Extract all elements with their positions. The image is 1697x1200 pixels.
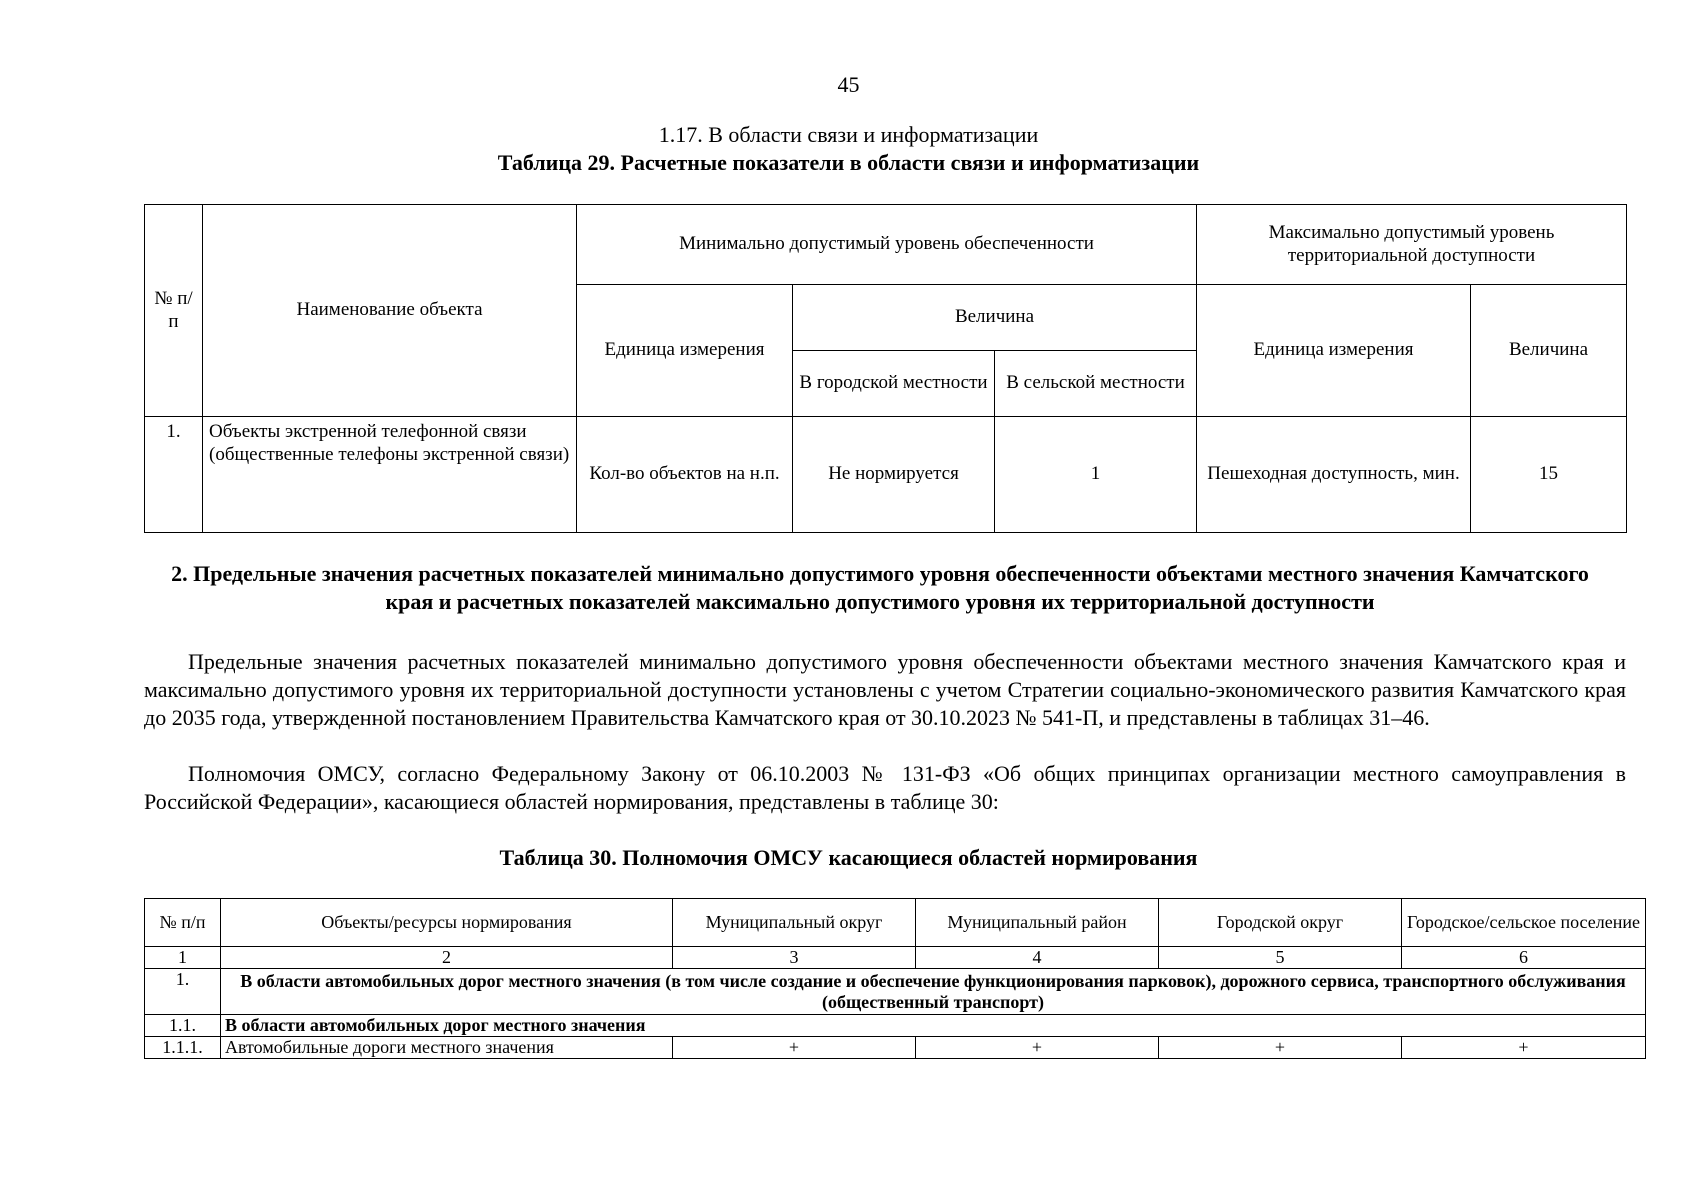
header-rural: В сельской местности	[995, 351, 1197, 417]
section-title: 1.17. В области связи и информатизации	[658, 122, 1039, 147]
header-num: № п/п	[145, 205, 203, 417]
col-number: 2	[221, 947, 673, 969]
plus-mark: +	[1402, 1037, 1646, 1059]
header-name: Наименование объекта	[203, 205, 577, 417]
table29-caption: Таблица 29. Расчетные показатели в области связи и информатизации	[497, 150, 1200, 175]
col-number: 5	[1159, 947, 1402, 969]
header-value: Величина	[793, 285, 1197, 351]
column-numbers-row	[145, 947, 1646, 969]
col-number: 4	[916, 947, 1159, 969]
row-num: 1.	[145, 969, 221, 1015]
table-row	[145, 969, 1646, 1015]
table-row	[145, 1037, 1646, 1059]
table-row	[145, 1015, 1646, 1037]
t30-header-mun-rayon: Муниципальный район	[916, 899, 1159, 947]
col-number: 6	[1402, 947, 1646, 969]
row-unit-2: Пешеходная доступность, мин.	[1197, 417, 1471, 533]
header-min-level: Минимально допустимый уровень обеспеченности	[577, 205, 1197, 285]
row-name: Объекты экстренной телефонной связи (общественные телефоны экстренной связи)	[203, 417, 577, 533]
t30-header-gor-okrug: Городской округ	[1159, 899, 1402, 947]
plus-mark: +	[673, 1037, 916, 1059]
table30-caption: Таблица 30. Полномочия ОМСУ касающиеся областей нормирования	[499, 845, 1198, 870]
row-unit: Кол-во объектов на н.п.	[577, 417, 793, 533]
section-2-title: 2. Предельные значения расчетных показателей минимально допустимого уровня обеспеченности объектами местного значения Камчатского края и расчетных показателей максимально допустимого уровня их территориальной доступности	[171, 561, 1589, 615]
header-max-access: Максимально допустимый уровень территориальной доступности	[1197, 205, 1627, 285]
paragraph-1: Предельные значения расчетных показателей минимально допустимого уровня обеспеченности объектами местного значения Камчатского края и максимально допустимого уровня их территориальной доступности установлены с учетом Стратегии социально-экономического развития Камчатского края до 2035 года, утвержденной постановлением Правительства Камчатского края от 30.10.2023 № 541-П, и представлены в таблицах 31–46.	[144, 649, 1626, 731]
row-rural: 1	[995, 417, 1197, 533]
col-number: 1	[145, 947, 221, 969]
row-subsection-text: В области автомобильных дорог местного значения	[221, 1015, 1646, 1037]
header-unit-2: Единица измерения	[1197, 285, 1471, 417]
t30-header-objects: Объекты/ресурсы нормирования	[221, 899, 673, 947]
plus-mark: +	[916, 1037, 1159, 1059]
row-object-text: Автомобильные дороги местного значения	[221, 1037, 673, 1059]
plus-mark: +	[1159, 1037, 1402, 1059]
row-section-text: В области автомобильных дорог местного значения (в том числе создание и обеспечение функционирования парковок), дорожного сервиса, транспортного обслуживания (общественный транспорт)	[221, 969, 1646, 1015]
row-num: 1.1.1.	[145, 1037, 221, 1059]
row-num: 1.1.	[145, 1015, 221, 1037]
header-urban: В городской местности	[793, 351, 995, 417]
col-number: 3	[673, 947, 916, 969]
row-num: 1.	[145, 417, 203, 533]
table-29	[144, 204, 1627, 533]
t30-header-num: № п/п	[145, 899, 221, 947]
paragraph-2: Полномочия ОМСУ, согласно Федеральному Закону от 06.10.2003 № 131-ФЗ «Об общих принципах организации местного самоуправления в Российской Федерации», касающиеся областей нормирования, представлены в таблице 30:	[144, 761, 1626, 815]
header-unit: Единица измерения	[577, 285, 793, 417]
row-value-2: 15	[1471, 417, 1627, 533]
t30-header-poselenie: Городское/сельское поселение	[1402, 899, 1646, 947]
row-urban: Не нормируется	[793, 417, 995, 533]
table-row	[145, 417, 1627, 533]
t30-header-mun-okrug: Муниципальный округ	[673, 899, 916, 947]
header-value-2: Величина	[1471, 285, 1627, 417]
table-30	[144, 898, 1646, 1059]
page-number: 45	[837, 72, 860, 97]
